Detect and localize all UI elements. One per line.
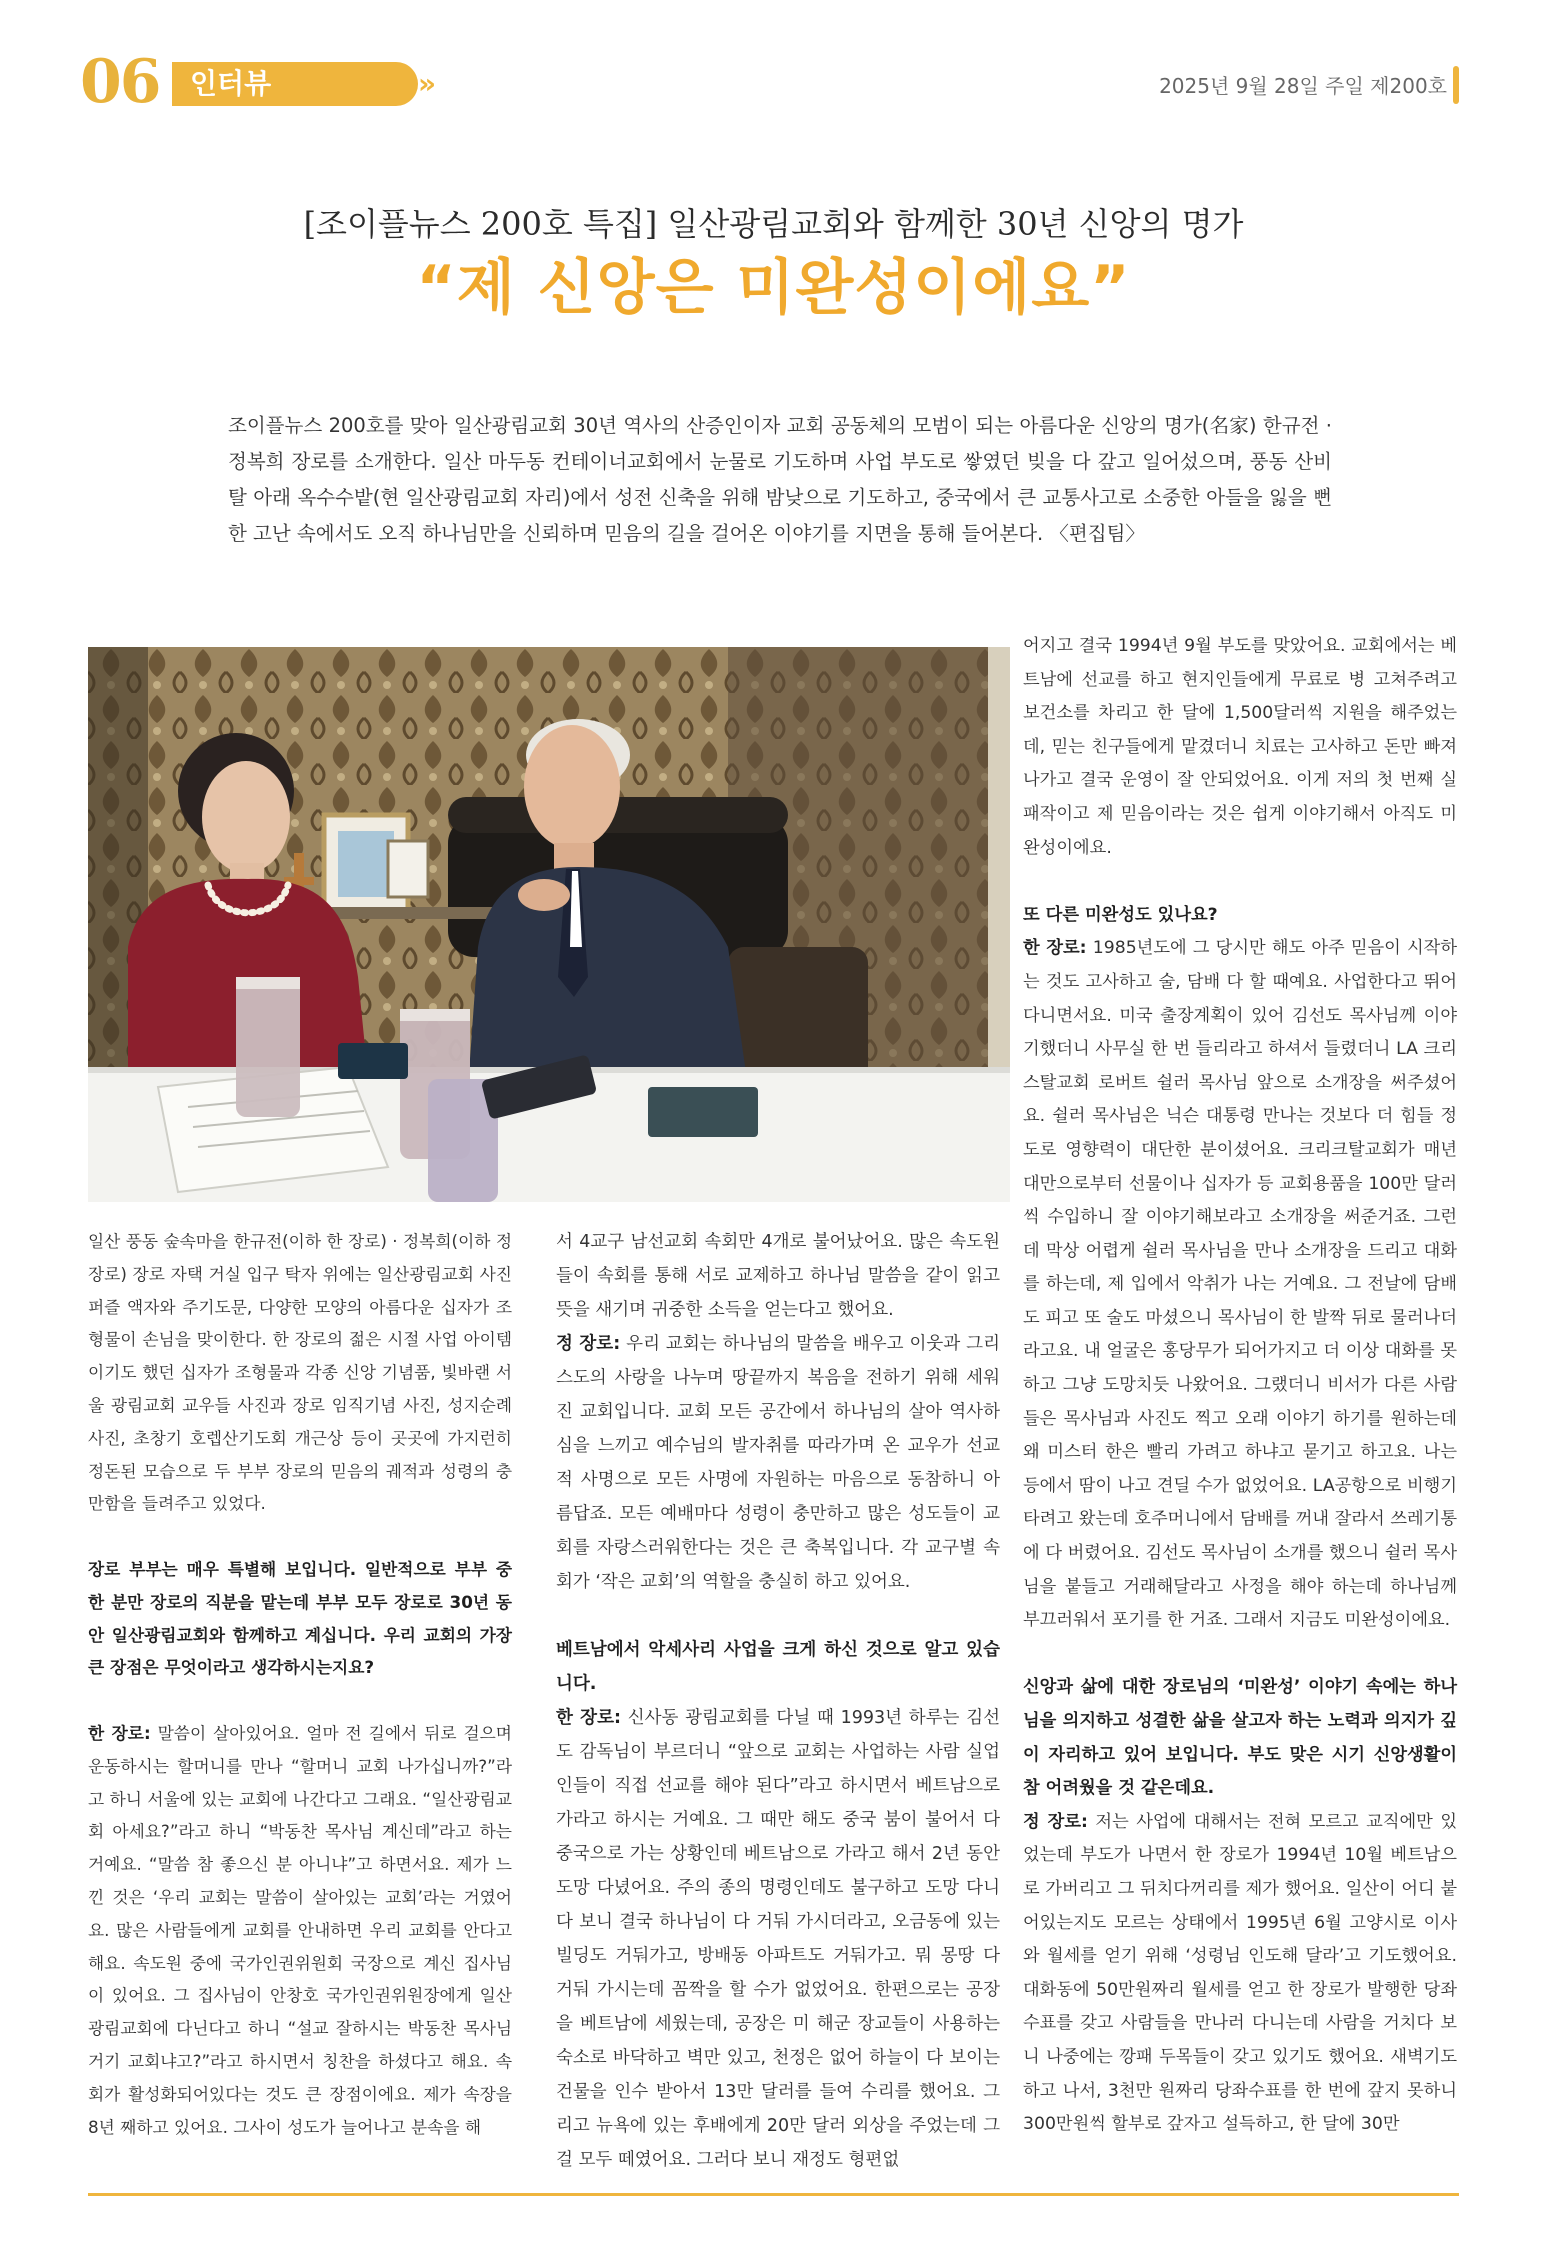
- issue-info: 2025년 9월 28일 주일 제200호: [1159, 74, 1447, 98]
- interview-photo: [88, 647, 1010, 1202]
- question-text: 장로 부부는 매우 특별해 보입니다. 일반적으로 부부 중 한 분만 장로의 직분을 맡는데 부부 모두 장로로 30년 동안 일산광림교회와 함께하고 계십니다. 우리 교회의 가장 큰 장점은 무엇이라고 생각하시는지요?: [88, 1558, 512, 1678]
- paragraph: 서 4교구 남선교회 속회만 4개로 불어났어요. 많은 속도원들이 속회를 통해 서로 교제하고 하나님 말씀을 같이 읽고 뜻을 새기며 귀중한 소득을 얻는다고 했어요.: [556, 1232, 1000, 1320]
- interview-answer: [1023, 1806, 1457, 2142]
- speaker-label: 한 장로:: [556, 1708, 621, 1728]
- speaker-label: 한 장로:: [88, 1722, 151, 1743]
- article-headline: “제 신앙은 미완성이에요”: [416, 253, 1131, 323]
- interview-question: [88, 1553, 512, 1684]
- interview-question: [1023, 1671, 1457, 1805]
- interview-answer: [1023, 932, 1457, 1637]
- article-column-1: [88, 1225, 512, 2176]
- article-column-3: [1023, 630, 1457, 2175]
- question-text: 신앙과 삶에 대한 장로님의 ‘미완성’ 이야기 속에는 하나님을 의지하고 성결한 삶을 살고자 하는 노력과 의지가 깊이 자리하고 있어 보입니다. 부도 맞은 시기 신앙생활이 참 어려웠을 것 같은데요.: [1023, 1677, 1457, 1799]
- article-lead: 조이플뉴스 200호를 맞아 일산광림교회 30년 역사의 산증인이자 교회 공동체의 모범이 되는 아름다운 신앙의 명가(名家) 한규전 · 정복희 장로를 소개한다. 일산 마두동 컨테이너교회에서 눈물로 기도하며 사업 부도로 쌓였던 빚을 다 갚고 일어섰으며, 풍동 산비탈 아래 옥수수밭(현 일산광림교회 자리)에서 성전 신축을 위해 밤낮으로 기도하고, 중국에서 큰 교통사고로 소중한 아들을 잃을 뻔한 고난 속에서도 오직 하나님만을 신뢰하며 믿음의 길을 걸어온 이야기를 지면을 통해 들어본다. 〈편집팀〉: [228, 414, 1332, 545]
- issue-accent-bar: [1453, 66, 1459, 104]
- speaker-label: 정 장로:: [1023, 1811, 1088, 1832]
- interview-answer: [556, 1327, 1000, 1599]
- paragraph: 일산 풍동 숲속마을 한규전(이하 한 장로) · 정복희(이하 정 장로) 장로 자택 거실 입구 탁자 위에는 일산광림교회 사진 퍼즐 액자와 주기도문, 다양한 모양의 아름다운 십자가 조형물이 손님을 맞이한다. 한 장로의 젊은 시절 사업 아이템이기도 했던 십자가 조형물과 각종 신앙 기념품, 빛바랜 서울 광림교회 교우들 사진과 장로 임직기념 사진, 성지순례 사진, 초창기 호렙산기도회 개근상 등이 곳곳에 가지런히 정돈된 모습으로 두 부부 장로의 믿음의 궤적과 성령의 충만함을 들려주고 있었다.: [88, 1231, 512, 1514]
- interview-answer: [556, 1701, 1000, 2177]
- interview-question: [556, 1633, 1000, 1701]
- page-header: [0, 0, 1547, 120]
- question-text: 베트남에서 악세사리 사업을 크게 하신 것으로 알고 있습니다.: [556, 1640, 1000, 1694]
- interview-answer: [88, 1717, 512, 2143]
- speaker-label: 한 장로:: [1023, 938, 1087, 959]
- question-text: 또 다른 미완성도 있나요?: [1023, 904, 1218, 925]
- article-column-2: [556, 1225, 1000, 2177]
- answer-text: 1985년도에 그 당시만 해도 아주 믿음이 시작하는 것도 고사하고 술, 담배 다 할 때예요. 사업한다고 뛰어다니면서요. 미국 출장계획이 있어 김선도 목사님께 이야기했더니 사무실 한 번 들리라고 하셔서 들렸더니 LA 크리스탈교회 로버트 쉴러 목사님 앞으로 소개장을 써주셨어요. 쉴러 목사님은 닉슨 대통령 만나는 것보다 더 힘들 정도로 영향력이 대단한 분이셨어요. 크리크탈교회가 매년 대만으로부터 선물이나 십자가 등 교회용품을 100만 달러씩 수입하니 잘 이야기해보라고 소개장을 써준거죠. 그런데 막상 어렵게 쉴러 목사님을 만나 소개장을 드리고 대화를 하는데, 제 입에서 악취가 나는 거예요. 그 전날에 담배도 피고 또 술도 마셨으니 목사님이 한 발짝 뒤로 물러나더라고요. 내 얼굴은 홍당무가 되어가지고 더 이상 대화를 못하고 그냥 도망치듯 나왔어요. 그랬더니 비서가 다른 사람들은 목사님과 사진도 찍고 오래 이야기 하기를 원하는데 왜 미스터 한은 빨리 가려고 하냐고 묻기고 하고요. 나는 등에서 땀이 나고 견딜 수가 없었어요. LA공항으로 비행기 타려고 왔는데 호주머니에서 담배를 꺼내 잘라서 쓰레기통에 다 버렸어요. 김선도 목사님이 소개를 했으니 쉴러 목사님을 붙들고 거래해달라고 사정을 해야 하는데 하나님께 부끄러워서 포기를 한 거죠. 그래서 지금도 미완성이에요.: [1023, 938, 1457, 1631]
- interview-question: [1023, 899, 1457, 933]
- answer-text: 말씀이 살아있어요. 얼마 전 길에서 뒤로 걸으며 운동하시는 할머니를 만나 “할머니 교회 나가십니까?”라고 하니 서울에 있는 교회에 나간다고 그래요. “일산광림교회 아세요?”라고 하니 “박동찬 목사님 계신데”라고 하는 거예요. “말씀 참 좋으신 분 아니냐”고 하면서요. 제가 느낀 것은 ‘우리 교회는 말씀이 살아있는 교회’라는 거였어요. 많은 사람들에게 교회를 안내하면 우리 교회를 안다고 해요. 속도원 중에 국가인권위원회 국장으로 계신 집사님이 있어요. 그 집사님이 안창호 국가인권위원장에게 일산광림교회에 다닌다고 하니 “설교 잘하시는 박동찬 목사님 거기 교회냐고?”라고 하시면서 칭찬을 하셨다고 해요. 속회가 활성화되어있다는 것도 큰 장점이에요. 제가 속장을 8년 째하고 있어요. 그사이 성도가 늘어나고 분속을 해: [88, 1722, 512, 2137]
- section-label: 인터뷰: [190, 67, 272, 100]
- paragraph: 어지고 결국 1994년 9월 부도를 맞았어요. 교회에서는 베트남에 선교를 하고 현지인들에게 무료로 병 고쳐주려고 보건소를 차리고 한 달에 1,500달러씩 지원을 해주었는데, 믿는 친구들에게 맡겼더니 치료는 고사하고 돈만 빠져나가고 결국 운영이 잘 안되었어요. 이게 저의 첫 번째 실패작이고 제 믿음이라는 것은 쉽게 이야기해서 아직도 미완성이에요.: [1023, 636, 1457, 858]
- page-number: 06: [80, 47, 160, 117]
- footer-rule: [88, 2193, 1459, 2196]
- article-kicker: [조이플뉴스 200호 특집] 일산광림교회와 함께한 30년 신앙의 명가: [303, 205, 1244, 243]
- speaker-label: 정 장로:: [556, 1334, 621, 1354]
- answer-text: 저는 사업에 대해서는 전혀 모르고 교직에만 있었는데 부도가 나면서 한 장로가 1994년 10월 베트남으로 가버리고 그 뒤치다꺼리를 제가 했어요. 일산이 어디 붙어있는지도 모르는 상태에서 1995년 6월 고양시로 이사와 월세를 얻기 위해 ‘성령님 인도해 달라’고 기도했어요. 대화동에 50만원짜리 월세를 얻고 한 장로가 발행한 당좌수표를 갖고 사람들을 만나러 다니는데 사람을 거치다 보니 나중에는 깡패 두목들이 갖고 있기도 했어요. 새벽기도하고 나서, 3천만 원짜리 당좌수표를 한 번에 갚지 못하니 300만원씩 할부로 갚자고 설득하고, 한 달에 30만: [1023, 1811, 1457, 2135]
- answer-text: 신사동 광림교회를 다닐 때 1993년 하루는 김선도 감독님이 부르더니 “앞으로 교회는 사업하는 사람 실업인들이 직접 선교를 해야 된다”라고 하시면서 베트남으로 가라고 하시는 거예요. 그 때만 해도 중국 붐이 불어서 다 중국으로 가는 상황인데 베트남으로 가라고 해서 2년 동안 도망 다녔어요. 주의 종의 명령인데도 불구하고 도망 다니다 보니 결국 하나님이 다 거둬 가시더라고, 오금동에 있는 빌딩도 거둬가고, 방배동 아파트도 거둬가고. 뭐 몽땅 다 거둬 가시는데 꼼짝을 할 수가 없었어요. 한편으로는 공장을 베트남에 세웠는데, 공장은 미 해군 장교들이 사용하는 숙소로 바닥하고 벽만 있고, 천정은 없어 하늘이 다 보이는 건물을 인수 받아서 13만 달러를 들여 수리를 했어요. 그리고 뉴욕에 있는 후배에게 20만 달러 외상을 주었는데 그걸 모두 떼였어요. 그러다 보니 재정도 형편없: [556, 1708, 1001, 2170]
- answer-text: 우리 교회는 하나님의 말씀을 배우고 이웃과 그리스도의 사랑을 나누며 땅끝까지 복음을 전하기 위해 세워진 교회입니다. 교회 모든 공간에서 하나님의 살아 역사하심을 느끼고 예수님의 발자취를 따라가며 온 교우가 선교적 사명으로 모든 사명에 자원하는 마음으로 동참하니 아름답죠. 모든 예배마다 성령이 충만하고 많은 성도들이 교회를 자랑스러워한다는 것은 큰 축복입니다. 각 교구별 속회가 ‘작은 교회’의 역할을 충실히 하고 있어요.: [556, 1334, 1000, 1592]
- chevron-right-icon: »: [418, 67, 437, 100]
